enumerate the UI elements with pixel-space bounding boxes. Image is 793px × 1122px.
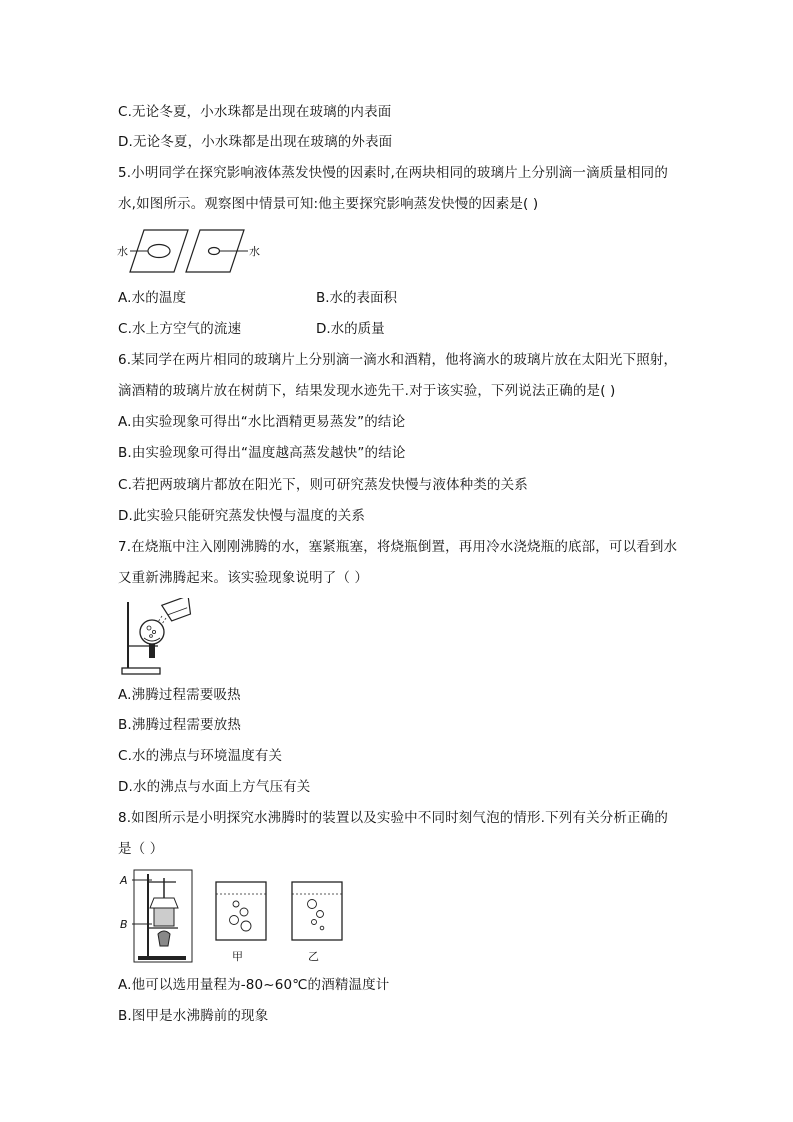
q8-figure-boiling-setup xyxy=(116,868,356,966)
q8-stem-line1: 8.如图所示是小明探究水沸腾时的装置以及实验中不同时刻气泡的情形.下列有关分析正确的 xyxy=(118,810,668,826)
q8-option-a: A.他可以选用量程为-80~60℃的酒精温度计 xyxy=(118,977,390,993)
q6-option-d: D.此实验只能研究蒸发快慢与温度的关系 xyxy=(118,508,366,524)
q7-stem-line1: 7.在烧瓶中注入刚刚沸腾的水，塞紧瓶塞，将烧瓶倒置，再用冷水浇烧瓶的底部，可以看到水 xyxy=(118,539,678,555)
q6-option-b: B.由实验现象可得出“温度越高蒸发越快”的结论 xyxy=(118,445,406,461)
q7-option-d: D.水的沸点与水面上方气压有关 xyxy=(118,779,311,795)
q7-figure-flask-apparatus xyxy=(118,598,200,678)
q7-option-b: B.沸腾过程需要放热 xyxy=(118,717,242,733)
q7-option-a: A.沸腾过程需要吸热 xyxy=(118,687,241,703)
q4-option-d: D.无论冬夏，小水珠都是出现在玻璃的外表面 xyxy=(118,134,393,150)
q8-fig-label-yi: 乙 xyxy=(308,950,319,963)
q6-option-c: C.若把两玻璃片都放在阳光下，则可研究蒸发快慢与液体种类的关系 xyxy=(118,477,528,493)
q8-option-b: B.图甲是水沸腾前的现象 xyxy=(118,1008,269,1024)
q8-stem-line2: 是（ ） xyxy=(118,841,164,857)
q6-stem-line1: 6.某同学在两片相同的玻璃片上分别滴一滴水和酒精，他将滴水的玻璃片放在太阳光下照射， xyxy=(118,352,678,368)
q5-stem-line1: 5.小明同学在探究影响液体蒸发快慢的因素时,在两块相同的玻璃片上分别滴一滴质量相同的 xyxy=(118,165,668,181)
q5-fig-label-right: 水 xyxy=(249,245,260,258)
q5-option-d: D.水的质量 xyxy=(316,321,385,337)
q5-figure-glass-slides xyxy=(116,228,266,274)
q6-option-a: A.由实验现象可得出“水比酒精更易蒸发”的结论 xyxy=(118,414,406,430)
q5-option-a: A.水的温度 xyxy=(118,290,187,306)
q5-option-c: C.水上方空气的流速 xyxy=(118,321,242,337)
q8-fig-label-jia: 甲 xyxy=(232,950,243,963)
q5-stem-line2: 水,如图所示。观察图中情景可知:他主要探究影响蒸发快慢的因素是( ) xyxy=(118,196,539,212)
q5-option-b: B.水的表面积 xyxy=(316,290,398,306)
q8-fig-label-b: B xyxy=(120,918,128,931)
q5-fig-label-left: 水 xyxy=(117,245,128,258)
q7-stem-line2: 又重新沸腾起来。该实验现象说明了（ ） xyxy=(118,570,369,586)
q4-option-c: C.无论冬夏，小水珠都是出现在玻璃的内表面 xyxy=(118,104,392,120)
q8-fig-label-a: A xyxy=(120,874,128,887)
q6-stem-line2: 滴酒精的玻璃片放在树荫下，结果发现水迹先干.对于该实验，下列说法正确的是( ) xyxy=(118,383,616,399)
q7-option-c: C.水的沸点与环境温度有关 xyxy=(118,748,283,764)
